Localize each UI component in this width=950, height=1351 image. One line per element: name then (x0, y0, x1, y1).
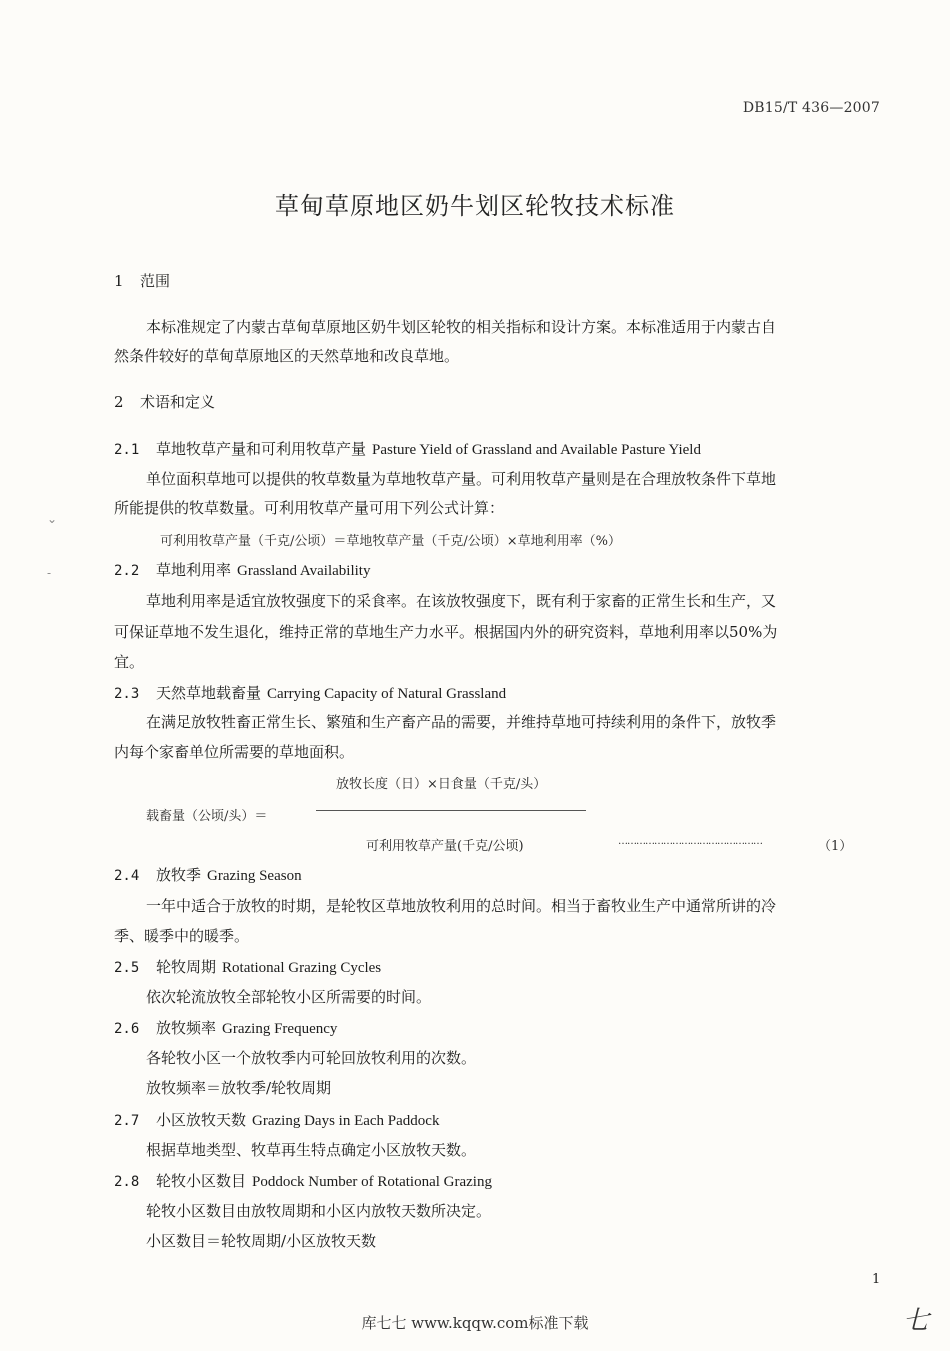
fraction-numerator: 放牧长度（日）×日食量（千克/头） (336, 777, 547, 792)
clause-title-cn: 放牧频率 (156, 1019, 217, 1037)
document-title: 草甸草原地区奶牛划区轮牧技术标准 (275, 192, 675, 220)
clause-title-cn: 天然草地载畜量 (156, 684, 262, 702)
clause-title-cn: 轮牧小区数目 (156, 1172, 247, 1190)
section-number: 2 (114, 393, 124, 411)
paragraph: 一年中适合于放牧的时期，是轮牧区草地放牧利用的总时间。相当于畜牧业生产中通常所讲的冷 (146, 897, 777, 915)
footer-watermark: 库七七 www.kqqw.com标准下载 (361, 1314, 589, 1332)
paragraph: 宜。 (114, 653, 145, 671)
paragraph: 所能提供的牧草数量。可利用牧草产量可用下列公式计算： (114, 499, 505, 517)
clause-title-cn: 放牧季 (156, 866, 202, 884)
paragraph: 根据草地类型、牧草再生特点确定小区放牧天数。 (146, 1141, 477, 1159)
clause-title-en: Grazing Season (207, 868, 302, 884)
paragraph: 单位面积草地可以提供的牧草数量为草地牧草产量。可利用牧草产量则是在合理放牧条件下草地 (146, 470, 777, 488)
dot-leader: ………………………………………… (618, 836, 762, 847)
formula: 可利用牧草产量（千克/公顷）＝草地牧草产量（千克/公顷）×草地利用率（%） (160, 534, 622, 549)
clause-title-en: Pasture Yield of Grassland and Available Pasture Yield (372, 442, 701, 458)
clause-2-5-heading (114, 956, 381, 977)
paragraph: 本标准规定了内蒙古草甸草原地区奶牛划区轮牧的相关指标和设计方案。本标准适用于内蒙古自 (146, 318, 777, 336)
clause-title-en: Grazing Frequency (222, 1021, 338, 1037)
standard-number: DB15/T 436—2007 (742, 100, 880, 116)
clause-2-3-heading (114, 682, 506, 703)
section-1-heading (114, 270, 170, 291)
clause-title-cn: 草地牧草产量和可利用牧草产量 (156, 440, 367, 458)
clause-number: 2.5 (114, 960, 140, 976)
paragraph: 然条件较好的草甸草原地区的天然草地和改良草地。 (114, 347, 460, 365)
clause-title-cn: 草地利用率 (156, 561, 232, 579)
clause-title-cn: 小区放牧天数 (156, 1111, 247, 1129)
clause-2-2-heading (114, 559, 370, 580)
clause-2-7-heading (114, 1109, 439, 1130)
paragraph: 内每个家畜单位所需要的草地面积。 (114, 743, 355, 761)
fraction-bar (316, 810, 586, 811)
clause-number: 2.7 (114, 1113, 140, 1129)
clause-title-en: Poddock Number of Rotational Grazing (252, 1174, 492, 1190)
section-title: 术语和定义 (140, 393, 216, 411)
paragraph: 季、暖季中的暖季。 (114, 927, 250, 945)
paragraph: 依次轮流放牧全部轮牧小区所需要的时间。 (146, 988, 432, 1006)
clause-title-en: Grassland Availability (237, 563, 371, 579)
clause-2-1-heading (114, 438, 701, 459)
corner-handwritten-mark: 七 (903, 1306, 930, 1336)
paragraph: 轮牧小区数目由放牧周期和小区内放牧天数所决定。 (146, 1202, 492, 1220)
clause-title-cn: 轮牧周期 (156, 958, 217, 976)
clause-number: 2.3 (114, 686, 140, 702)
clause-number: 2.4 (114, 868, 140, 884)
clause-title-en: Carrying Capacity of Natural Grassland (267, 686, 507, 702)
fraction-lhs: 载畜量（公顷/头）＝ (146, 809, 268, 824)
paragraph: 在满足放牧牲畜正常生长、繁殖和生产畜产品的需要，并维持草地可持续利用的条件下，放牧季 (146, 713, 777, 731)
paragraph: 草地利用率是适宜放牧强度下的采食率。在该放牧强度下，既有利于家畜的正常生长和生产，又 (146, 592, 777, 610)
clause-2-8-heading (114, 1170, 492, 1191)
clause-number: 2.8 (114, 1174, 140, 1190)
scan-mark: - (47, 566, 52, 580)
clause-title-en: Rotational Grazing Cycles (222, 960, 382, 976)
clause-title-en: Grazing Days in Each Paddock (252, 1113, 440, 1129)
clause-2-6-heading (114, 1017, 337, 1038)
page-number: 1 (872, 1272, 881, 1287)
equation-number: （1） (818, 839, 853, 854)
clause-number: 2.6 (114, 1021, 140, 1037)
clause-number: 2.2 (114, 563, 140, 579)
scan-mark: ⌄ (47, 512, 58, 526)
clause-number: 2.1 (114, 442, 140, 458)
paragraph: 各轮牧小区一个放牧季内可轮回放牧利用的次数。 (146, 1049, 477, 1067)
formula: 小区数目＝轮牧周期/小区放牧天数 (146, 1232, 377, 1250)
section-2-heading (114, 391, 215, 412)
section-number: 1 (114, 272, 124, 290)
formula: 放牧频率＝放牧季/轮牧周期 (146, 1079, 332, 1097)
paragraph: 可保证草地不发生退化，维持正常的草地生产力水平。根据国内外的研究资料，草地利用率以50%为 (114, 623, 778, 641)
clause-2-4-heading (114, 864, 302, 885)
fraction-denominator: 可利用牧草产量(千克/公顷) (366, 839, 524, 854)
section-title: 范围 (140, 272, 171, 290)
